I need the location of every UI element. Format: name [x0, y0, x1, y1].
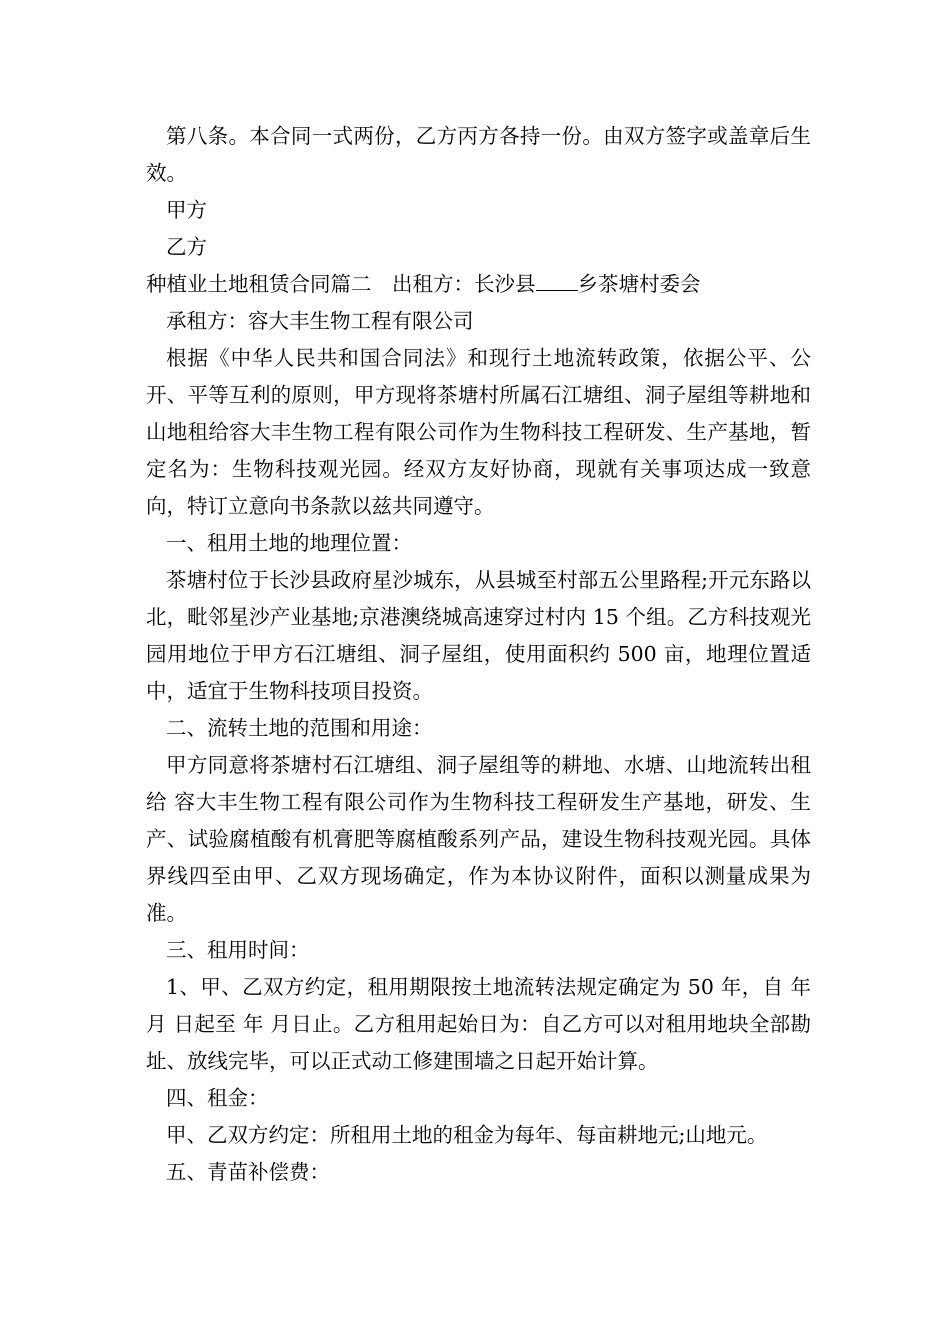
document-body — [146, 118, 811, 1191]
party-a-label: 甲方 — [166, 198, 207, 222]
section-heading-2: 二、流转土地的范围和用途： — [166, 716, 433, 740]
blank-underline — [536, 270, 578, 291]
term-paragraph: 1、甲、乙双方约定，租用期限按土地流转法规定确定为 50 年，自 年 月 日起至 年 月日止。乙方租用起始日为：自乙方可以对租用地块全部勘址、放线完毕，可以正式动工修建围墙之日起开始计算。 — [146, 975, 811, 1073]
scope-paragraph: 甲方同意将茶塘村石江塘组、洞子屋组等的耕地、水塘、山地流转出租给 容大丰生物工程有限公司作为生物科技工程研发生产基地，研发、生产、试验腐植酸有机膏肥等腐植酸系列产品，建设生物科技观光园。具体界线四至由甲、乙双方现场确定，作为本协议附件，面积以测量成果为准。 — [146, 753, 811, 925]
rent-paragraph: 甲、乙双方约定：所租用土地的租金为每年、每亩耕地元;山地元。 — [166, 1123, 768, 1147]
contract-title-part1: 种植业土地租赁合同篇二 出租方：长沙县 — [146, 272, 536, 296]
clause-eight-paragraph: 第八条。本合同一式两份，乙方丙方各持一份。由双方签字或盖章后生效。 — [146, 124, 811, 185]
contract-title-line — [146, 266, 811, 303]
lessee-line: 承租方：容大丰生物工程有限公司 — [166, 309, 474, 333]
section-heading-3: 三、租用时间： — [166, 938, 310, 962]
section-heading-5: 五、青苗补偿费： — [166, 1160, 330, 1184]
contract-title-part2: 乡茶塘村委会 — [577, 272, 701, 296]
party-b-label: 乙方 — [166, 235, 207, 259]
location-paragraph: 茶塘村位于长沙县政府星沙城东，从县城至村部五公里路程;开元东路以北，毗邻星沙产业基地;京港澳绕城高速穿过村内 15 个组。乙方科技观光园用地位于甲方石江塘组、洞子屋组，使用面积约 500 亩，地理位置适中，适宜于生物科技项目投资。 — [146, 568, 811, 703]
preamble-paragraph: 根据《中华人民共和国合同法》和现行土地流转政策，依据公平、公开、平等互利的原则，甲方现将茶塘村所属石江塘组、洞子屋组等耕地和山地租给容大丰生物工程有限公司作为生物科技工程研发、生产基地，暂定名为：生物科技观光园。经双方友好协商，现就有关事项达成一致意向，特订立意向书条款以兹共同遵守。 — [146, 346, 811, 518]
section-heading-4: 四、租金： — [166, 1086, 269, 1110]
section-heading-1: 一、租用土地的地理位置： — [166, 531, 412, 555]
